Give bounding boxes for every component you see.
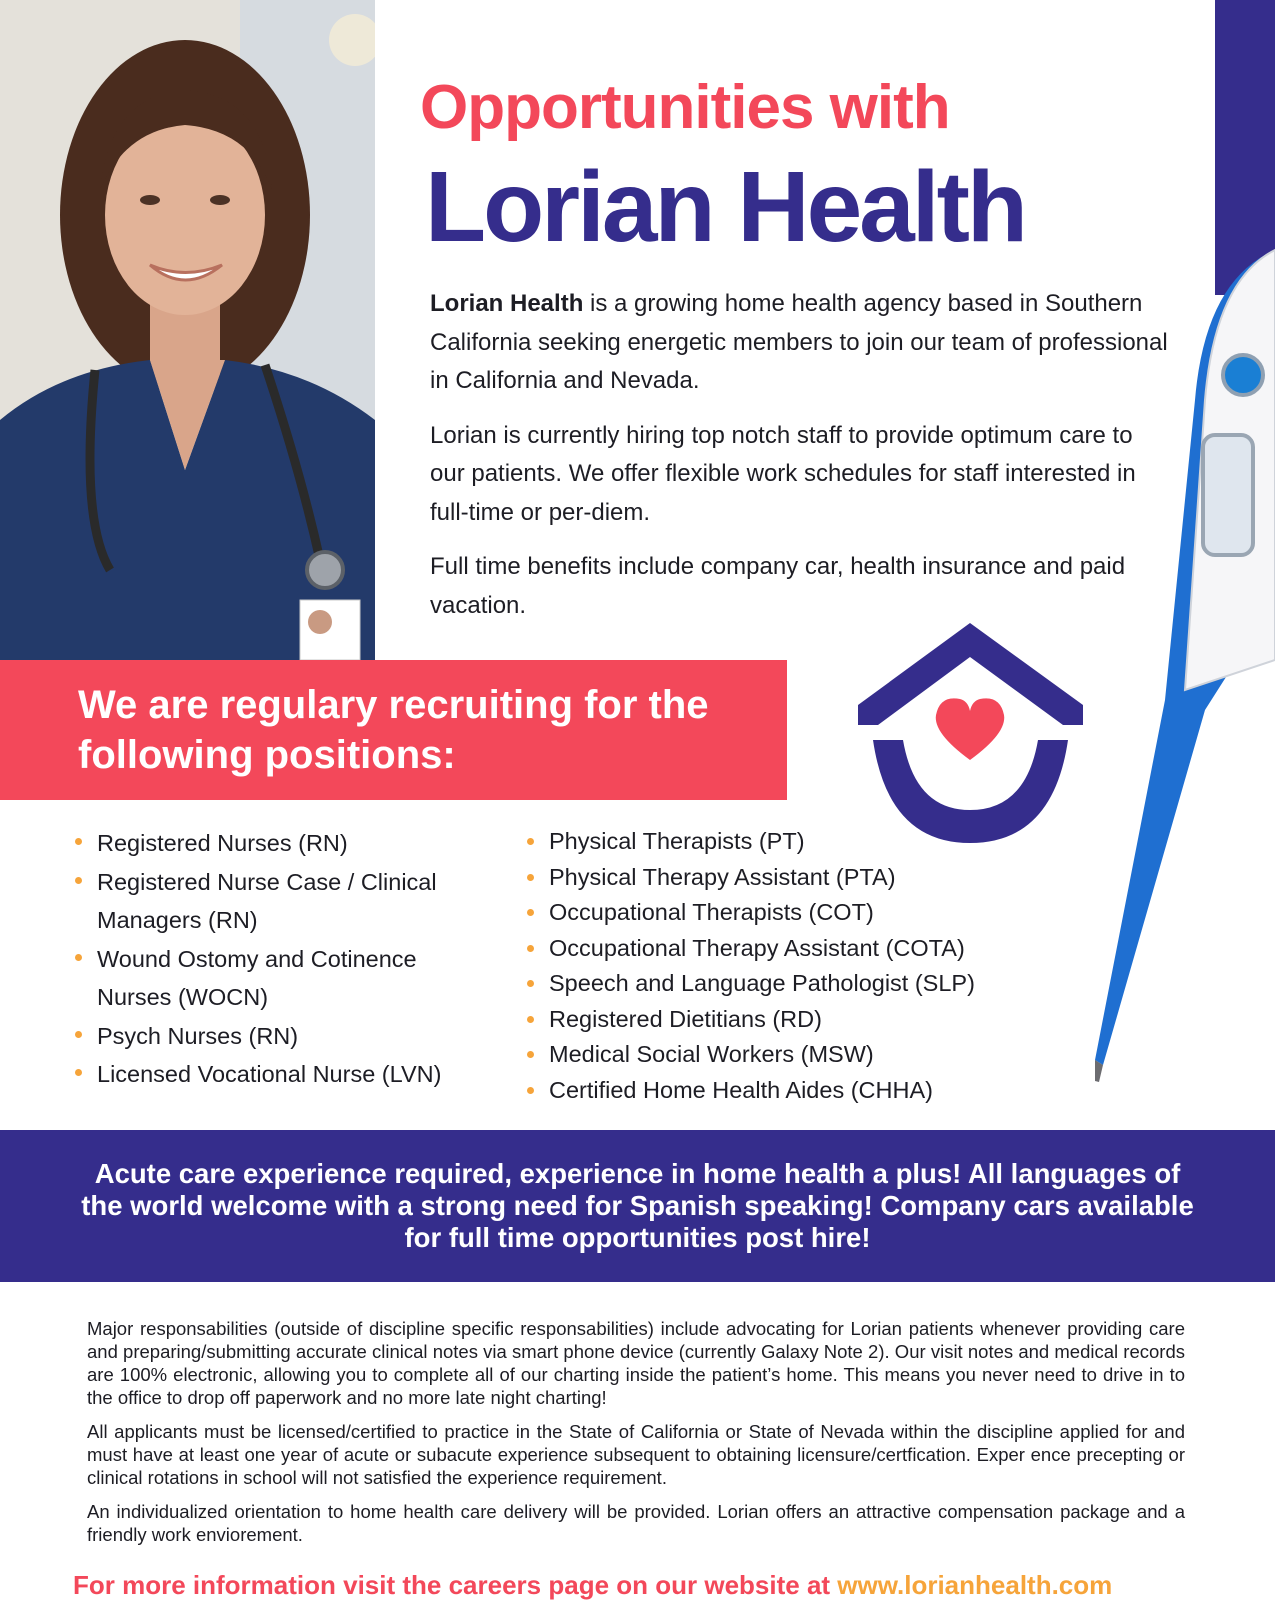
bullet-icon	[527, 909, 534, 916]
details-text	[87, 1317, 1185, 1557]
position-label: Occupational Therapists (COT)	[549, 899, 874, 925]
details-paragraph-2: All applicants must be licensed/certified to practice in the State of California or State of Nevada within the discipline applied for and must have at least one year of acute or subacute experience subsequent to obtaining licensure/certfication. Exper ence precepting or clinical rotations in school will not satisfied the experience requirement.	[87, 1421, 1185, 1488]
list-item	[527, 1073, 1047, 1109]
thermometer-icon	[1095, 240, 1275, 1110]
list-item	[527, 1002, 1047, 1038]
list-item	[75, 1055, 475, 1094]
bullet-icon	[527, 1087, 534, 1094]
intro-text	[430, 285, 1170, 641]
position-label: Occupational Therapy Assistant (COTA)	[549, 934, 965, 961]
position-label: Registered Nurse Case / Clinical Managers (RN)	[97, 868, 437, 933]
bullet-icon	[527, 1051, 534, 1058]
list-item	[527, 860, 1047, 896]
bullet-icon	[75, 838, 82, 845]
list-item	[527, 1037, 1047, 1073]
nurse-photo	[0, 0, 375, 660]
title-line-2: Lorian Health	[425, 151, 1025, 263]
position-label: Licensed Vocational Nurse (LVN)	[97, 1061, 442, 1087]
footer-text: For more information visit the careers page on our website at	[73, 1570, 838, 1600]
position-label: Certified Home Health Aides (CHHA)	[549, 1076, 933, 1103]
house-heart-icon	[848, 615, 1093, 850]
list-item	[527, 966, 1047, 1002]
intro-paragraph-3: Full time benefits include company car, health insurance and paid vacation.	[430, 553, 1126, 619]
position-label: Medical Social Workers (MSW)	[549, 1041, 874, 1067]
list-item	[75, 1017, 475, 1056]
bullet-icon	[527, 1016, 534, 1023]
position-label: Speech and Language Pathologist (SLP)	[549, 970, 975, 996]
positions-list-right	[527, 824, 1047, 1108]
list-item	[527, 895, 1047, 931]
position-label: Registered Dietitians (RD)	[549, 1005, 822, 1032]
website-link[interactable]: www.lorianhealth.com	[837, 1570, 1113, 1600]
details-paragraph-3: An individualized orientation to home health care delivery will be provided. Lorian offers an attractive compensation package and a friendly work enviorement.	[87, 1501, 1185, 1545]
intro-brand-name: Lorian Health	[430, 290, 584, 317]
bullet-icon	[527, 874, 534, 881]
title-line-1: Opportunities with	[420, 73, 950, 142]
list-item	[75, 863, 475, 940]
bullet-icon	[75, 877, 82, 884]
requirements-banner	[0, 1130, 1275, 1282]
recruiting-heading: We are regulary recruiting for the following positions:	[78, 683, 709, 777]
bullet-icon	[527, 945, 534, 952]
list-item	[75, 824, 475, 863]
intro-paragraph-2: Lorian is currently hiring top notch staff to provide optimum care to our patients. We offer flexible work schedules for staff interested in full-time or per-diem.	[430, 421, 1136, 526]
bullet-icon	[75, 1069, 82, 1076]
requirements-text: Acute care experience required, experience in home health a plus! All languages of the world welcome with a strong need for Spanish speaking! Company cars available for full time opportunities post hire!	[81, 1158, 1194, 1253]
list-item	[527, 931, 1047, 967]
list-item	[527, 824, 1047, 860]
bullet-icon	[75, 1031, 82, 1038]
position-label: Physical Therapists (PT)	[549, 828, 805, 854]
list-item	[75, 940, 475, 1017]
bullet-icon	[527, 980, 534, 987]
position-label: Registered Nurses (RN)	[97, 830, 348, 856]
bullet-icon	[527, 838, 534, 845]
details-paragraph-1: Major responsabilities (outside of discipline specific responsabilities) include advocating for Lorian patients whenever providing care and preparing/submitting accurate clinical notes via smart phone device (currently Galaxy Note 2). Our visit notes and medical records are 100% electronic, allowing you to complete all of our charting inside the patient’s home. This means you never need to drive in to the office to drop off paperwork and no more late night charting!	[87, 1318, 1185, 1408]
recruiting-banner	[0, 660, 787, 800]
intro-paragraph-1	[430, 285, 1170, 401]
bullet-icon	[75, 954, 82, 961]
footer-cta	[73, 1570, 1112, 1601]
position-label: Wound Ostomy and Cotinence Nurses (WOCN)	[97, 945, 417, 1010]
intro-paragraph-1-rest: is a growing home health agency based in Southern California seeking energetic members to join our team of professional in California and Nevada.	[430, 290, 1168, 394]
position-label: Physical Therapy Assistant (PTA)	[549, 863, 896, 890]
positions-list-left	[75, 824, 475, 1094]
position-label: Psych Nurses (RN)	[97, 1022, 299, 1049]
